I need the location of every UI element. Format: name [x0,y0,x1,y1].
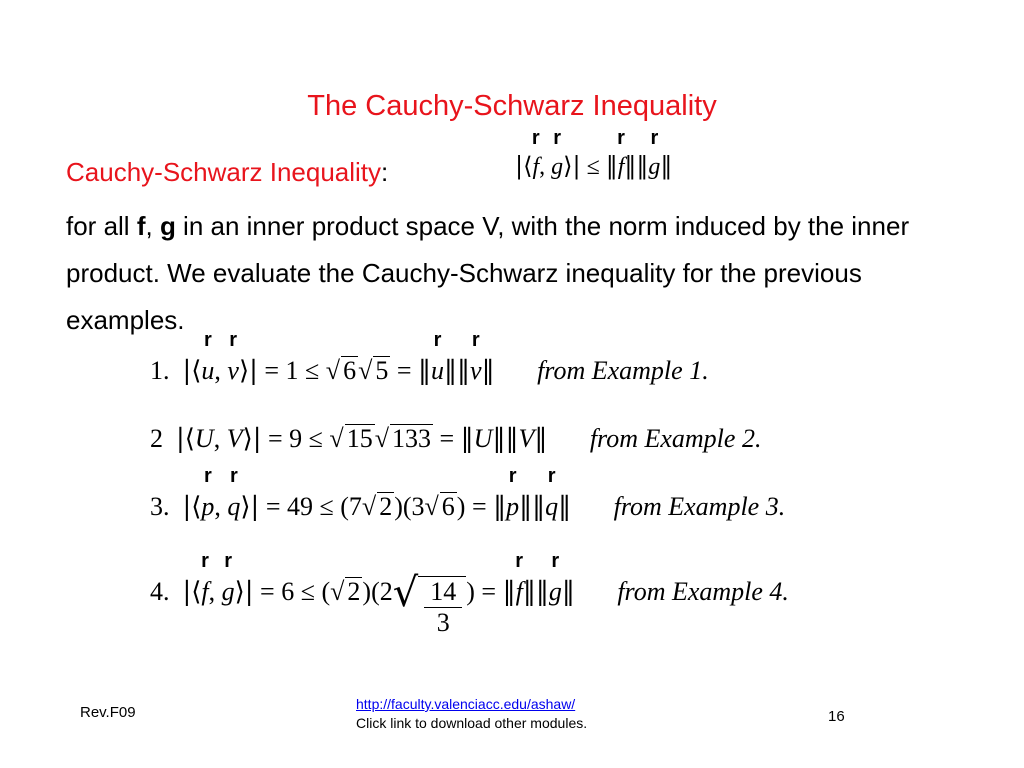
footer-links [356,695,587,733]
modules-link[interactable]: http://faculty.valenciacc.edu/ashaw/ [356,696,576,712]
para-text-end: in an inner product space V, with the norm induced by the inner product. We evaluate the Cauchy-Schwarz inequality for the previous examples. [66,211,910,335]
bold-g: g [159,211,176,241]
link-note: Click link to download other modules. [356,715,588,731]
example-number: 4. [150,577,170,606]
example-source: from Example 3. [613,492,786,521]
example-source: from Example 1. [537,356,709,385]
fraction-14-over-3: $\frac{14}{3}$ [424,577,462,638]
example-3-formula: 3. |⟨r p, r q⟩| = 49 ≤ (7√ 2)(3√ 6) = ‖r p‖‖r q‖ from Example 3. [150,492,785,522]
example-source: from Example 2. [589,424,762,453]
example-value: 49 [286,492,313,521]
example-value: 1 [285,356,299,385]
example-value: 6 [281,577,295,606]
example-1-formula: 1. |⟨r u, r v⟩| = 1 ≤ √ 6√ 5 = ‖r u‖‖r v‖ from Example 1. [150,356,709,386]
example-2-formula: 2 |⟨U, V⟩| = 9 ≤ √ 15√ 133 = ‖U‖‖V‖ from Example 2. [150,424,762,454]
explanation-paragraph [66,203,966,344]
slide-title: The Cauchy-Schwarz Inequality [307,90,717,122]
inequality-heading [66,157,388,188]
bold-f: f [136,211,146,241]
main-inequality-formula: |⟨r f, r g⟩| ≤ ‖r f‖‖r g‖ [515,152,672,181]
example-value: 9 [289,424,303,453]
example-4-formula: 4. |⟨r f, r g⟩| = 6 ≤ (√ 2)(2√ $\frac{14}{3}$ ) = ‖r f‖‖r g‖ from Example 4. [150,570,789,638]
heading-colon: : [381,157,389,187]
example-number: 2 [150,424,163,453]
page-number: 16 [828,708,845,725]
para-text-start: for all [66,211,137,241]
example-number: 1. [150,356,170,385]
heading-label: Cauchy-Schwarz Inequality [66,157,382,187]
example-source: from Example 4. [617,577,789,606]
example-number: 3. [150,492,170,521]
revision-label: Rev.F09 [80,704,136,721]
para-comma: , [145,211,160,241]
